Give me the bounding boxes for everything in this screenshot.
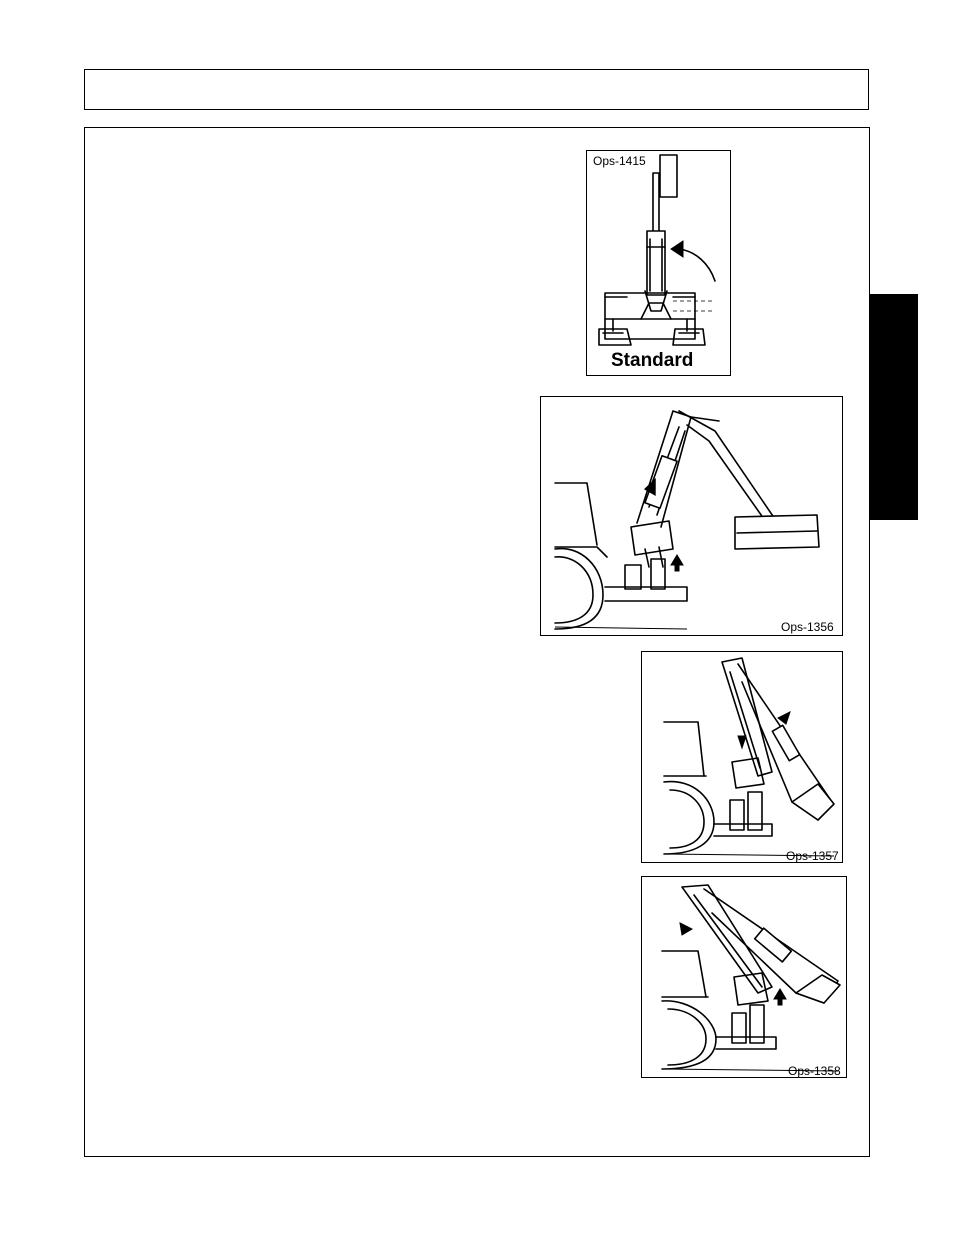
figure-id-label: Ops-1358 — [788, 1064, 841, 1078]
figure-ops-1415-illustration — [587, 151, 732, 377]
figure-ops-1357-illustration — [642, 652, 844, 864]
page-header-box — [84, 69, 869, 110]
figure-ops-1356-illustration — [541, 397, 844, 637]
figure-caption: Standard — [611, 350, 694, 371]
figure-id-label: Ops-1415 — [593, 154, 646, 168]
figure-ops-1358-illustration — [642, 877, 848, 1079]
figure-ops-1356 — [540, 396, 843, 636]
figure-ops-1358 — [641, 876, 847, 1078]
figure-ops-1415 — [586, 150, 731, 376]
figure-id-label: Ops-1357 — [786, 849, 839, 863]
section-tab — [869, 294, 918, 520]
figure-ops-1357 — [641, 651, 843, 863]
figure-id-label: Ops-1356 — [781, 620, 834, 634]
